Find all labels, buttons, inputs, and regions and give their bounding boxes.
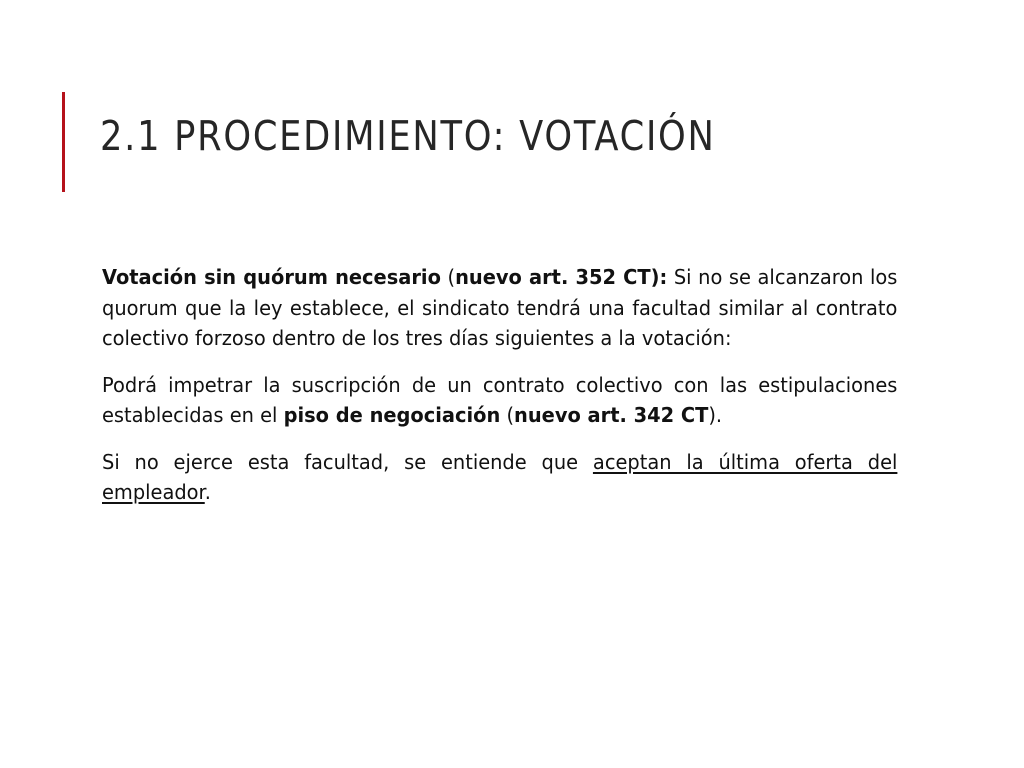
bold-text: Votación sin quórum necesario [102, 265, 441, 289]
text: Si no se alcanzaron los quorum que la ley establece, el sindicato tendrá una facultad similar al contrato colectivo forzoso dentro de los tres días siguientes a la votación: [102, 265, 898, 350]
title-accent-bar [62, 92, 65, 192]
paragraph-impetrar [102, 370, 897, 431]
slide-body [102, 262, 898, 524]
text: Podrá impetrar la suscripción de un contrato colectivo con las estipulaciones establecidas en el [102, 372, 898, 427]
article-reference: nuevo art. 342 CT [514, 403, 709, 427]
article-reference: nuevo art. 352 CT [455, 265, 651, 289]
underlined-text: aceptan la última oferta del empleador [102, 449, 898, 504]
slide-title: 2.1 PROCEDIMIENTO: VOTACIÓN [100, 112, 716, 160]
paragraph-no-ejerce [102, 447, 897, 508]
text: ( [440, 265, 456, 289]
paragraph-votacion-sin-quorum [102, 262, 897, 354]
text: Si no ejerce esta facultad, se entiende que [102, 449, 593, 474]
text: . [204, 480, 211, 504]
text: ). [708, 403, 723, 427]
bold-text: ): [650, 265, 668, 289]
text: ( [500, 403, 515, 427]
bold-text: piso de negociación [283, 403, 501, 427]
